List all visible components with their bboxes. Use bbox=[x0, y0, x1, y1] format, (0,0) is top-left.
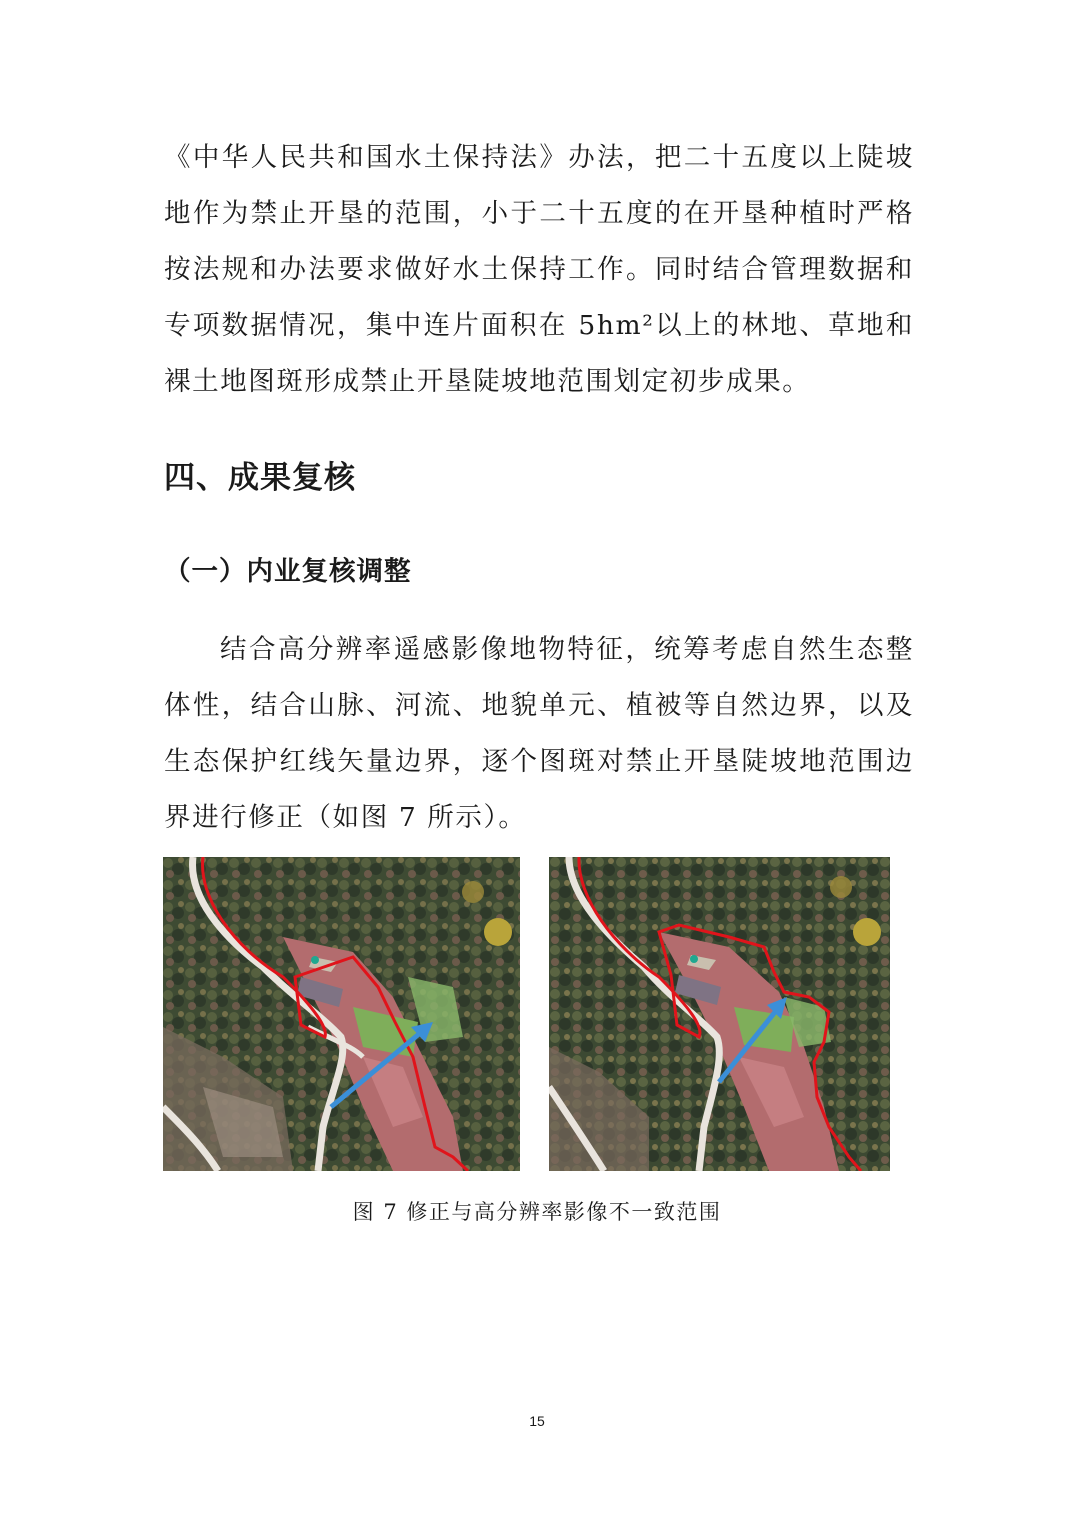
subsection-heading: （一）内业复核调整 bbox=[164, 556, 412, 587]
page-number: 15 bbox=[529, 1413, 545, 1429]
aerial-image-after bbox=[549, 857, 890, 1171]
aerial-image-before-graphic bbox=[163, 857, 520, 1171]
aerial-image-before bbox=[163, 857, 520, 1171]
body-paragraph-2: 结合高分辨率遥感影像地物特征，统筹考虑自然生态整体性，结合山脉、河流、地貌单元、植被等自然边界，以及生态保护红线矢量边界，逐个图斑对禁止开垦陡坡地范围边界进行修正（如图 7 所示）。 bbox=[164, 634, 914, 833]
body-paragraph-1: 《中华人民共和国水土保持法》办法，把二十五度以上陡坡地作为禁止开垦的范围，小于二十五度的在开垦种植时严格按法规和办法要求做好水土保持工作。同时结合管理数据和专项数据情况，集中连片面积在 5hm²以上的林地、草地和裸土地图斑形成禁止开垦陡坡地范围划定初步成果。 bbox=[164, 142, 914, 397]
section-heading: 四、成果复核 bbox=[164, 460, 356, 496]
aerial-image-after-graphic bbox=[549, 857, 890, 1171]
figure-caption: 图 7 修正与高分辨率影像不一致范围 bbox=[352, 1200, 722, 1224]
